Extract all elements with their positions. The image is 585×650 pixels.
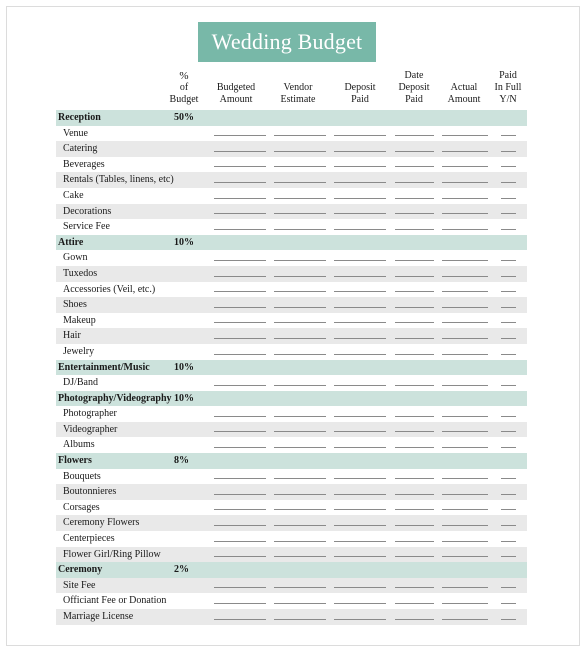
amount-blank[interactable]	[395, 354, 434, 355]
section-percent: 10%	[174, 236, 194, 248]
amount-blank[interactable]	[442, 322, 488, 323]
amount-blank[interactable]	[334, 587, 386, 588]
item-label: Gown	[63, 252, 88, 264]
amount-blank[interactable]	[395, 603, 434, 604]
amount-blank[interactable]	[334, 291, 386, 292]
amount-blank[interactable]	[214, 151, 266, 152]
amount-blank[interactable]	[274, 291, 326, 292]
amount-blank[interactable]	[395, 260, 434, 261]
amount-blank[interactable]	[274, 151, 326, 152]
amount-blank[interactable]	[442, 198, 488, 199]
amount-blank[interactable]	[501, 182, 516, 183]
amount-blank[interactable]	[214, 431, 266, 432]
amount-blank[interactable]	[442, 213, 488, 214]
section-row	[56, 562, 527, 578]
amount-blank[interactable]	[442, 260, 488, 261]
amount-blank[interactable]	[334, 166, 386, 167]
amount-blank[interactable]	[334, 478, 386, 479]
amount-blank[interactable]	[274, 416, 326, 417]
section-percent: 8%	[174, 455, 189, 467]
amount-blank[interactable]	[334, 338, 386, 339]
amount-blank[interactable]	[274, 494, 326, 495]
amount-blank[interactable]	[214, 587, 266, 588]
amount-blank[interactable]	[334, 447, 386, 448]
amount-blank[interactable]	[334, 431, 386, 432]
item-row	[56, 531, 527, 547]
item-row	[56, 609, 527, 625]
amount-blank[interactable]	[274, 587, 326, 588]
amount-blank[interactable]	[214, 478, 266, 479]
amount-blank[interactable]	[501, 416, 516, 417]
amount-blank[interactable]	[334, 354, 386, 355]
section-label: Photography/Videography	[58, 392, 172, 404]
item-label: Site Fee	[63, 579, 96, 591]
section-row	[56, 391, 527, 407]
section-label: Flowers	[58, 455, 92, 467]
amount-blank[interactable]	[442, 151, 488, 152]
item-row	[56, 422, 527, 438]
amount-blank[interactable]	[274, 431, 326, 432]
amount-blank[interactable]	[214, 307, 266, 308]
amount-blank[interactable]	[334, 385, 386, 386]
item-label: Centerpieces	[63, 533, 115, 545]
amount-blank[interactable]	[442, 291, 488, 292]
amount-blank[interactable]	[442, 587, 488, 588]
amount-blank[interactable]	[395, 151, 434, 152]
amount-blank[interactable]	[274, 385, 326, 386]
amount-blank[interactable]	[214, 525, 266, 526]
amount-blank[interactable]	[334, 603, 386, 604]
amount-blank[interactable]	[334, 494, 386, 495]
amount-blank[interactable]	[214, 416, 266, 417]
header-percent-of-budget	[166, 70, 202, 106]
amount-blank[interactable]	[442, 166, 488, 167]
amount-blank[interactable]	[274, 603, 326, 604]
section-label: Ceremony	[58, 564, 103, 576]
section-row	[56, 360, 527, 376]
amount-blank[interactable]	[334, 151, 386, 152]
amount-blank[interactable]	[501, 338, 516, 339]
amount-blank[interactable]	[274, 525, 326, 526]
header-date-deposit-paid	[390, 70, 438, 106]
amount-blank[interactable]	[501, 135, 516, 136]
item-row	[56, 375, 527, 391]
amount-blank[interactable]	[214, 494, 266, 495]
item-label: Decorations	[63, 205, 112, 217]
item-row	[56, 328, 527, 344]
amount-blank[interactable]	[501, 198, 516, 199]
amount-blank[interactable]	[501, 260, 516, 261]
amount-blank[interactable]	[334, 276, 386, 277]
amount-blank[interactable]	[442, 276, 488, 277]
amount-blank[interactable]	[395, 556, 434, 557]
amount-blank[interactable]	[395, 447, 434, 448]
amount-blank[interactable]	[214, 198, 266, 199]
amount-blank[interactable]	[501, 509, 516, 510]
amount-blank[interactable]	[274, 322, 326, 323]
amount-blank[interactable]	[214, 166, 266, 167]
amount-blank[interactable]	[501, 587, 516, 588]
header-line: Amount	[219, 94, 253, 105]
budget-table	[56, 110, 527, 625]
amount-blank[interactable]	[395, 509, 434, 510]
amount-blank[interactable]	[214, 338, 266, 339]
item-row	[56, 250, 527, 266]
header-deposit-paid	[334, 70, 386, 106]
item-row	[56, 297, 527, 313]
amount-blank[interactable]	[501, 619, 516, 620]
amount-blank[interactable]	[501, 291, 516, 292]
item-row	[56, 188, 527, 204]
amount-blank[interactable]	[395, 416, 434, 417]
amount-blank[interactable]	[501, 322, 516, 323]
item-label: Catering	[63, 143, 98, 155]
amount-blank[interactable]	[501, 478, 516, 479]
header-line: Vendor	[283, 82, 313, 93]
item-label: Beverages	[63, 158, 105, 170]
amount-blank[interactable]	[395, 478, 434, 479]
item-label: Ceremony Flowers	[63, 517, 140, 529]
item-label: Bouquets	[63, 470, 101, 482]
item-label: Venue	[63, 127, 88, 139]
amount-blank[interactable]	[214, 276, 266, 277]
amount-blank[interactable]	[334, 260, 386, 261]
item-row	[56, 157, 527, 173]
header-paid-in-full	[490, 70, 526, 106]
item-row	[56, 282, 527, 298]
item-label: Tuxedos	[63, 267, 98, 279]
header-line: Estimate	[280, 94, 316, 105]
section-percent: 10%	[174, 361, 194, 373]
item-label: Boutonnieres	[63, 486, 117, 498]
amount-blank[interactable]	[214, 260, 266, 261]
header-line: Budgeted	[216, 82, 256, 93]
amount-blank[interactable]	[334, 135, 386, 136]
section-row	[56, 235, 527, 251]
amount-blank[interactable]	[442, 431, 488, 432]
item-row	[56, 141, 527, 157]
amount-blank[interactable]	[442, 182, 488, 183]
item-row	[56, 437, 527, 453]
header-line: Deposit	[344, 82, 376, 93]
amount-blank[interactable]	[214, 182, 266, 183]
amount-blank[interactable]	[442, 525, 488, 526]
amount-blank[interactable]	[395, 338, 434, 339]
amount-blank[interactable]	[334, 182, 386, 183]
amount-blank[interactable]	[395, 322, 434, 323]
amount-blank[interactable]	[214, 322, 266, 323]
item-label: Flower Girl/Ring Pillow	[63, 548, 161, 560]
amount-blank[interactable]	[501, 276, 516, 277]
amount-blank[interactable]	[274, 447, 326, 448]
amount-blank[interactable]	[442, 416, 488, 417]
header-line: %	[179, 70, 189, 82]
header-line: Paid	[351, 94, 369, 105]
amount-blank[interactable]	[501, 556, 516, 557]
header-line: In Full	[494, 82, 522, 93]
amount-blank[interactable]	[274, 198, 326, 199]
amount-blank[interactable]	[395, 291, 434, 292]
amount-blank[interactable]	[274, 276, 326, 277]
amount-blank[interactable]	[214, 509, 266, 510]
amount-blank[interactable]	[501, 354, 516, 355]
amount-blank[interactable]	[214, 354, 266, 355]
amount-blank[interactable]	[274, 182, 326, 183]
section-row	[56, 110, 527, 126]
amount-blank[interactable]	[214, 447, 266, 448]
amount-blank[interactable]	[334, 556, 386, 557]
amount-blank[interactable]	[442, 307, 488, 308]
amount-blank[interactable]	[442, 509, 488, 510]
item-row	[56, 344, 527, 360]
amount-blank[interactable]	[214, 556, 266, 557]
header-line: Y/N	[499, 94, 517, 105]
amount-blank[interactable]	[274, 166, 326, 167]
amount-blank[interactable]	[214, 213, 266, 214]
item-row	[56, 172, 527, 188]
amount-blank[interactable]	[334, 541, 386, 542]
item-row	[56, 593, 527, 609]
header-line: of	[179, 82, 189, 93]
section-row	[56, 453, 527, 469]
item-label: DJ/Band	[63, 377, 98, 389]
amount-blank[interactable]	[501, 447, 516, 448]
amount-blank[interactable]	[501, 151, 516, 152]
amount-blank[interactable]	[501, 494, 516, 495]
amount-blank[interactable]	[442, 556, 488, 557]
amount-blank[interactable]	[395, 494, 434, 495]
amount-blank[interactable]	[274, 229, 326, 230]
amount-blank[interactable]	[334, 307, 386, 308]
section-label: Attire	[58, 236, 84, 248]
amount-blank[interactable]	[334, 619, 386, 620]
item-label: Officiant Fee or Donation	[63, 595, 167, 607]
item-label: Accessories (Veil, etc.)	[63, 283, 156, 295]
section-label: Entertainment/Music	[58, 361, 150, 373]
item-label: Videographer	[63, 423, 118, 435]
item-label: Makeup	[63, 314, 96, 326]
amount-blank[interactable]	[274, 135, 326, 136]
amount-blank[interactable]	[442, 603, 488, 604]
amount-blank[interactable]	[214, 291, 266, 292]
item-row	[56, 515, 527, 531]
amount-blank[interactable]	[274, 509, 326, 510]
item-row	[56, 313, 527, 329]
amount-blank[interactable]	[442, 494, 488, 495]
amount-blank[interactable]	[274, 260, 326, 261]
amount-blank[interactable]	[274, 478, 326, 479]
amount-blank[interactable]	[395, 587, 434, 588]
amount-blank[interactable]	[214, 229, 266, 230]
amount-blank[interactable]	[395, 198, 434, 199]
amount-blank[interactable]	[214, 541, 266, 542]
amount-blank[interactable]	[442, 478, 488, 479]
amount-blank[interactable]	[395, 135, 434, 136]
amount-blank[interactable]	[395, 276, 434, 277]
item-row	[56, 547, 527, 563]
amount-blank[interactable]	[334, 525, 386, 526]
amount-blank[interactable]	[501, 431, 516, 432]
item-label: Jewelry	[63, 345, 95, 357]
amount-blank[interactable]	[442, 354, 488, 355]
item-label: Rentals (Tables, linens, etc)	[63, 174, 174, 186]
amount-blank[interactable]	[442, 447, 488, 448]
amount-blank[interactable]	[334, 509, 386, 510]
header-line: Deposit	[398, 82, 430, 93]
amount-blank[interactable]	[442, 135, 488, 136]
amount-blank[interactable]	[442, 619, 488, 620]
amount-blank[interactable]	[274, 354, 326, 355]
amount-blank[interactable]	[395, 182, 434, 183]
amount-blank[interactable]	[274, 619, 326, 620]
section-percent: 10%	[174, 392, 194, 404]
header-line: Date	[404, 70, 424, 81]
item-label: Service Fee	[63, 221, 110, 233]
amount-blank[interactable]	[395, 166, 434, 167]
amount-blank[interactable]	[442, 338, 488, 339]
amount-blank[interactable]	[501, 229, 516, 230]
amount-blank[interactable]	[501, 385, 516, 386]
header-line: Actual	[450, 82, 478, 93]
amount-blank[interactable]	[395, 431, 434, 432]
item-label: Hair	[63, 330, 81, 342]
amount-blank[interactable]	[395, 619, 434, 620]
header-budgeted-amount	[208, 70, 264, 106]
header-line: Budget	[169, 94, 199, 105]
item-label: Marriage License	[63, 611, 134, 622]
amount-blank[interactable]	[395, 525, 434, 526]
amount-blank[interactable]	[395, 213, 434, 214]
item-row	[56, 204, 527, 220]
item-row	[56, 266, 527, 282]
amount-blank[interactable]	[334, 213, 386, 214]
amount-blank[interactable]	[214, 603, 266, 604]
item-row	[56, 484, 527, 500]
amount-blank[interactable]	[501, 213, 516, 214]
header-line: Amount	[447, 94, 481, 105]
amount-blank[interactable]	[442, 385, 488, 386]
amount-blank[interactable]	[395, 385, 434, 386]
item-row	[56, 406, 527, 422]
amount-blank[interactable]	[334, 322, 386, 323]
amount-blank[interactable]	[395, 307, 434, 308]
amount-blank[interactable]	[274, 307, 326, 308]
amount-blank[interactable]	[274, 213, 326, 214]
header-actual-amount	[440, 70, 488, 106]
item-label: Shoes	[63, 299, 87, 311]
item-row	[56, 500, 527, 516]
amount-blank[interactable]	[442, 229, 488, 230]
amount-blank[interactable]	[442, 541, 488, 542]
amount-blank[interactable]	[274, 541, 326, 542]
amount-blank[interactable]	[214, 619, 266, 620]
header-line: Paid	[405, 94, 423, 105]
section-percent: 2%	[174, 564, 189, 576]
amount-blank[interactable]	[274, 338, 326, 339]
amount-blank[interactable]	[214, 385, 266, 386]
amount-blank[interactable]	[334, 229, 386, 230]
item-row	[56, 469, 527, 485]
section-label: Reception	[58, 112, 101, 123]
amount-blank[interactable]	[274, 556, 326, 557]
section-percent: 50%	[174, 112, 194, 123]
amount-blank[interactable]	[501, 166, 516, 167]
item-label: Cake	[63, 189, 84, 201]
page-title: Wedding Budget	[198, 22, 376, 62]
item-row	[56, 578, 527, 594]
amount-blank[interactable]	[501, 603, 516, 604]
item-label: Photographer	[63, 408, 117, 420]
amount-blank[interactable]	[501, 541, 516, 542]
item-row	[56, 126, 527, 142]
item-label: Albums	[63, 439, 95, 451]
amount-blank[interactable]	[395, 229, 434, 230]
amount-blank[interactable]	[501, 525, 516, 526]
item-row	[56, 219, 527, 235]
amount-blank[interactable]	[214, 135, 266, 136]
item-label: Corsages	[63, 501, 100, 513]
amount-blank[interactable]	[334, 416, 386, 417]
header-line: Paid	[499, 70, 517, 81]
amount-blank[interactable]	[334, 198, 386, 199]
amount-blank[interactable]	[501, 307, 516, 308]
amount-blank[interactable]	[395, 541, 434, 542]
header-vendor-estimate	[270, 70, 326, 106]
